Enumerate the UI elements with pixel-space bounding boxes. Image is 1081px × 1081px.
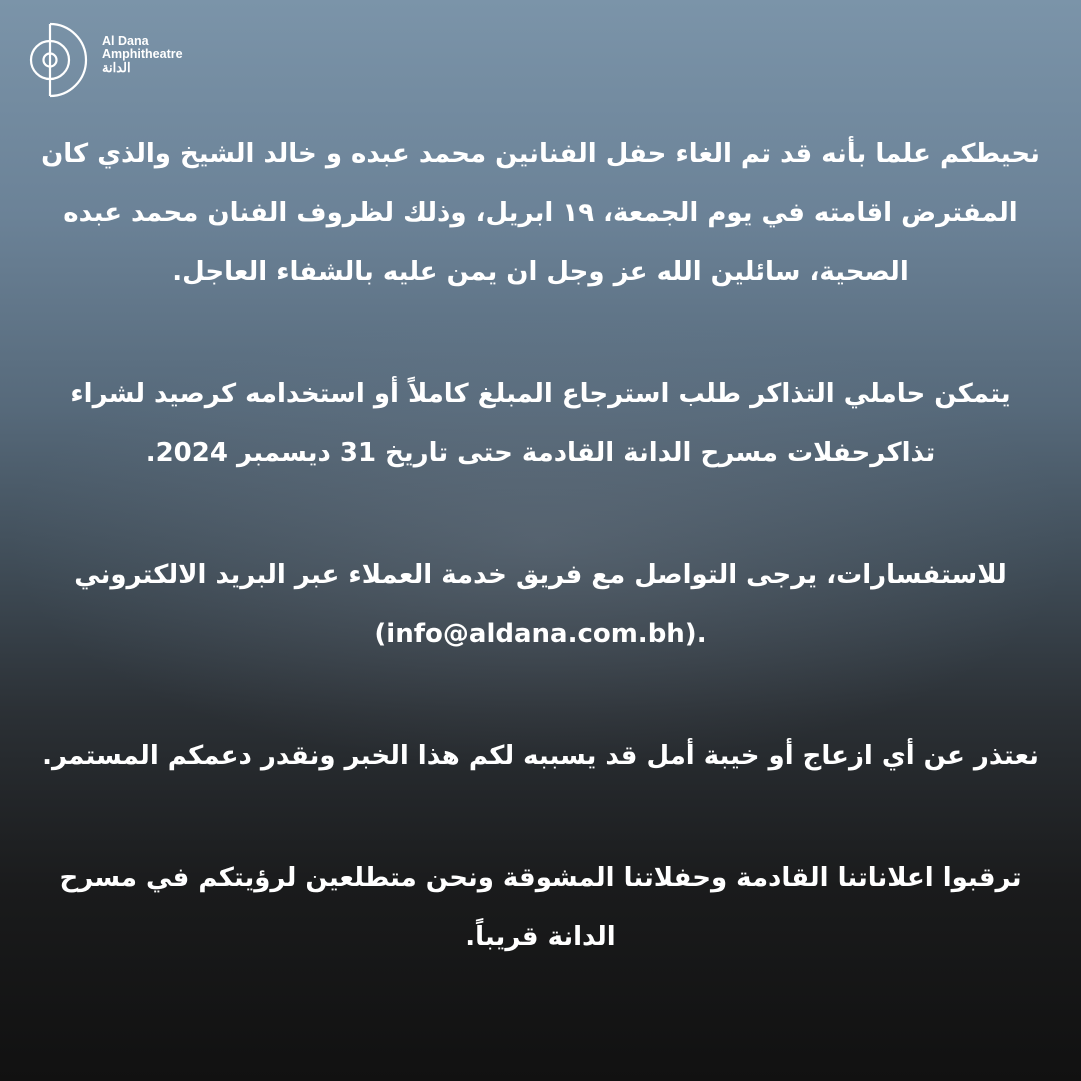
brand-logo (24, 22, 224, 102)
brand-name-arabic: الدانة (102, 60, 131, 75)
refund-notice: يتمكن حاملي التذاكر طلب استرجاع المبلغ كاملاً أو استخدامه كرصيد لشراء تذاكرحفلات مسرح الدانة القادمة حتى تاريخ 31 ديسمبر 2024. (70, 379, 1011, 468)
closing-notice: ترقبوا اعلاناتنا القادمة وحفلاتنا المشوقة ونحن متطلعين لرؤيتكم في مسرح الدانة قريباً. (59, 863, 1022, 952)
inquiries-notice (40, 546, 1041, 664)
brand-name-line2: Amphitheatre (102, 47, 183, 61)
inquiries-text: للاستفسارات، يرجى التواصل مع فريق خدمة العملاء عبر البريد الالكتروني (74, 560, 1007, 590)
brand-name (102, 35, 183, 74)
announcement-body (40, 125, 1041, 967)
brand-name-line1: Al Dana (102, 34, 149, 48)
cancellation-notice: نحيطكم علما بأنه قد تم الغاء حفل الفنانين محمد عبده و خالد الشيخ والذي كان المفترض اقامته في يوم الجمعة، ١٩ ابريل، وذلك لظروف الفنان محمد عبده الصحية، سائلين الله عز وجل ان يمن عليه بالشفاء العاجل. (41, 139, 1040, 287)
amphitheatre-logo-icon (24, 22, 100, 98)
apology-notice: نعتذر عن أي ازعاج أو خيبة أمل قد يسببه لكم هذا الخبر ونقدر دعمكم المستمر. (42, 741, 1039, 771)
contact-email: (info@aldana.com.bh). (374, 619, 707, 649)
